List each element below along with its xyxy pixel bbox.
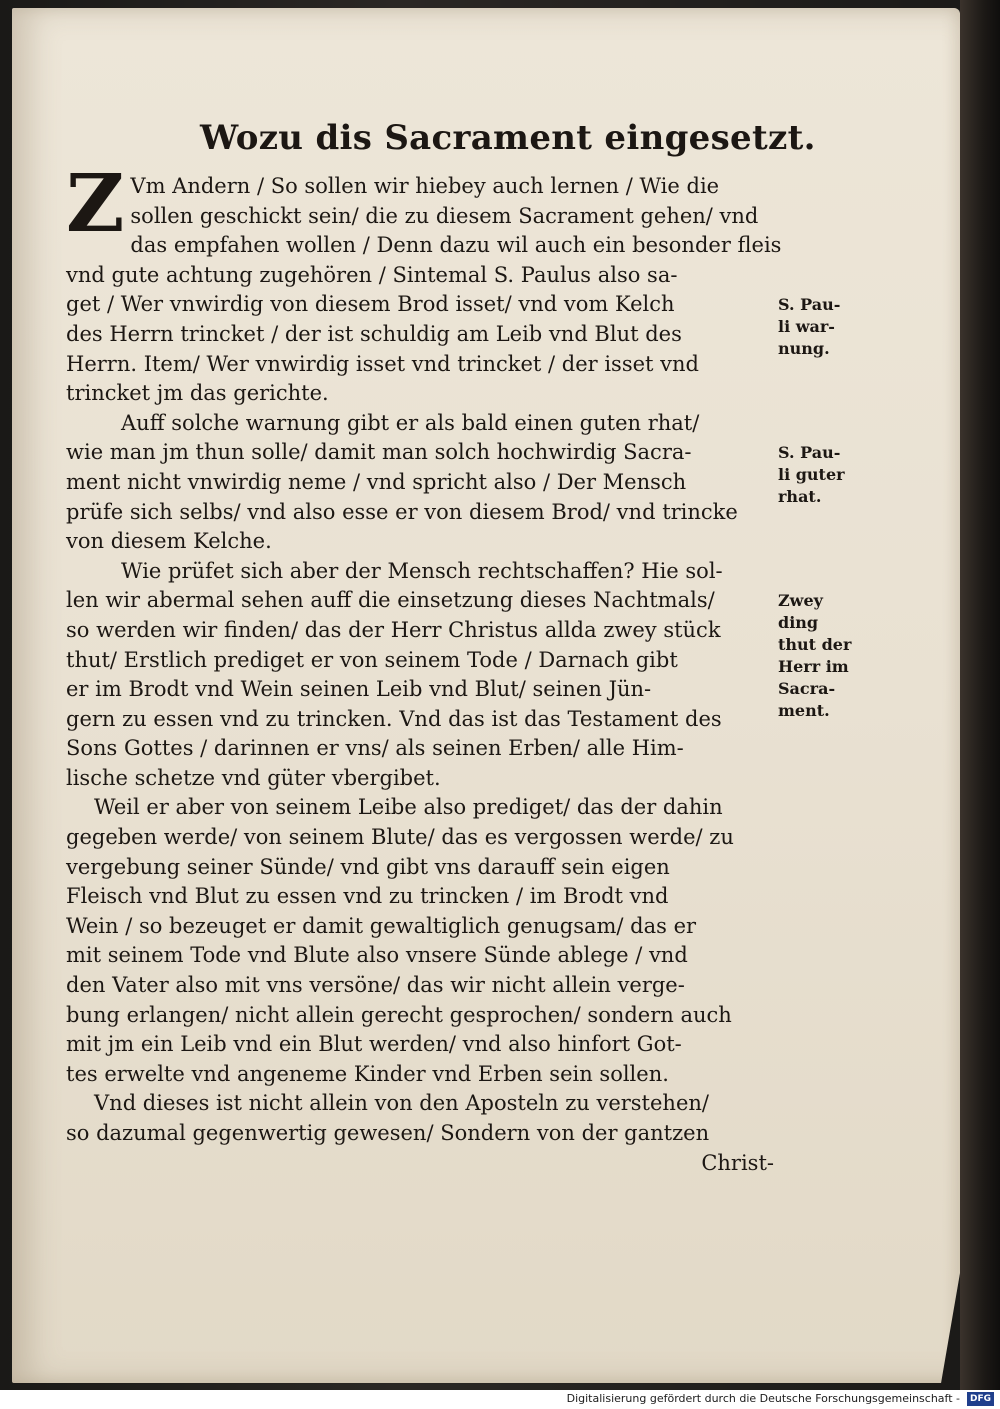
drop-cap: Z xyxy=(66,156,125,250)
text-line: gegeben werde/ von seinem Blute/ das es vergossen werde/ zu xyxy=(66,825,734,850)
text-line: get / Wer vnwirdig von diesem Brod isset/ vnd vom Kelch xyxy=(66,292,675,317)
page-title: Wozu dis Sacrament eingesetzt. xyxy=(200,118,816,158)
funding-notice: Digitalisierung gefördert durch die Deutsche Forschungsgemeinschaft - xyxy=(566,1392,960,1405)
text-line: ment nicht vnwirdig neme / vnd spricht also / Der Mensch xyxy=(66,469,687,494)
book-edge xyxy=(960,0,1000,1390)
text-line: Vnd dieses ist nicht allein von den Aposteln zu verstehen/ xyxy=(94,1091,709,1116)
margin-note-line: S. Pau- xyxy=(778,443,841,462)
margin-note-line: Herr im xyxy=(778,657,849,676)
margin-note-line: Sacra- xyxy=(778,679,836,698)
text-line: wie man jm thun solle/ damit man solch hochwirdig Sacra- xyxy=(66,440,692,465)
text-line: vnd gute achtung zugehören / Sintemal S. Paulus also sa- xyxy=(66,262,678,287)
paragraph-2 xyxy=(66,409,778,557)
text-line: thut/ Erstlich prediget er von seinem Tode / Darnach gibt xyxy=(66,647,678,672)
text-line: gern zu essen vnd zu trincken. Vnd das ist das Testament des xyxy=(66,706,722,731)
margin-note-line: Zwey xyxy=(778,591,823,610)
text-line: mit jm ein Leib vnd ein Blut werden/ vnd also hinfort Got- xyxy=(66,1032,682,1057)
text-line: das empfahen wollen / Denn dazu wil auch ein besonder fleis xyxy=(130,233,782,258)
margin-note-advice xyxy=(778,442,860,508)
text-line: trincket jm das gerichte. xyxy=(66,381,329,406)
text-line: Auff solche warnung gibt er als bald einen guten rhat/ xyxy=(121,410,700,435)
margin-note-line: S. Pau- xyxy=(778,295,841,314)
text-line: Vm Andern / So sollen wir hiebey auch lernen / Wie die xyxy=(130,174,720,198)
catchword: Christ- xyxy=(701,1150,774,1175)
margin-note-line: li guter xyxy=(778,465,845,484)
paragraph-4 xyxy=(66,793,778,1089)
margin-note-line: ment. xyxy=(778,701,830,720)
text-line: Sons Gottes / darinnen er vns/ als seinen Erben/ alle Him- xyxy=(66,736,684,761)
text-line: Herrn. Item/ Wer vnwirdig isset vnd trincket / der isset vnd xyxy=(66,351,699,376)
text-line: Wein / so bezeuget er damit gewaltiglich genugsam/ das er xyxy=(66,913,697,938)
paragraph-5 xyxy=(66,1089,778,1148)
text-line: tes erwelte vnd angeneme Kinder vnd Erben sein sollen. xyxy=(66,1061,669,1086)
margin-note-line: nung. xyxy=(778,339,830,358)
margin-note-line: thut der xyxy=(778,635,852,654)
text-line: Fleisch vnd Blut zu essen vnd zu trincken / im Brodt vnd xyxy=(66,884,669,909)
text-line: mit seinem Tode vnd Blute also vnsere Sünde ablege / vnd xyxy=(66,943,688,968)
margin-note-two-things xyxy=(778,590,860,722)
paragraph-1 xyxy=(66,156,782,409)
footer-bar xyxy=(0,1390,1000,1409)
margin-note-warning xyxy=(778,294,860,360)
text-line: so dazumal gegenwertig gewesen/ Sondern von der gantzen xyxy=(66,1121,710,1145)
text-line: len wir abermal sehen auff die einsetzung dieses Nachtmals/ xyxy=(66,588,715,613)
text-line: vergebung seiner Sünde/ vnd gibt vns darauff sein eigen xyxy=(66,854,670,879)
text-line: den Vater also mit vns versöne/ das wir nicht allein verge- xyxy=(66,973,685,998)
paragraph-3 xyxy=(66,557,778,794)
text-line: von diesem Kelche. xyxy=(66,529,272,554)
dfg-logo: DFG xyxy=(967,1392,994,1406)
margin-note-line: rhat. xyxy=(778,487,822,506)
text-line: Weil er aber von seinem Leibe also prediget/ das der dahin xyxy=(94,795,723,820)
text-line: er im Brodt vnd Wein seinen Leib vnd Blut/ seinen Jün- xyxy=(66,677,652,702)
text-line: sollen geschickt sein/ die zu diesem Sacrament gehen/ vnd xyxy=(130,203,759,228)
text-line: lische schetze vnd güter vbergibet. xyxy=(66,765,441,790)
margin-note-line: ding xyxy=(778,613,819,632)
text-line: so werden wir finden/ das der Herr Christus allda zwey stück xyxy=(66,617,721,642)
text-line: bung erlangen/ nicht allein gerecht gesprochen/ sondern auch xyxy=(66,1002,732,1027)
page-body xyxy=(66,156,782,1178)
text-line: prüfe sich selbs/ vnd also esse er von diesem Brod/ vnd trincke xyxy=(66,499,738,524)
text-line: des Herrn trincket / der ist schuldig am Leib vnd Blut des xyxy=(66,321,682,346)
margin-note-line: li war- xyxy=(778,317,835,336)
text-line: Wie prüfet sich aber der Mensch rechtschaffen? Hie sol- xyxy=(121,558,723,583)
